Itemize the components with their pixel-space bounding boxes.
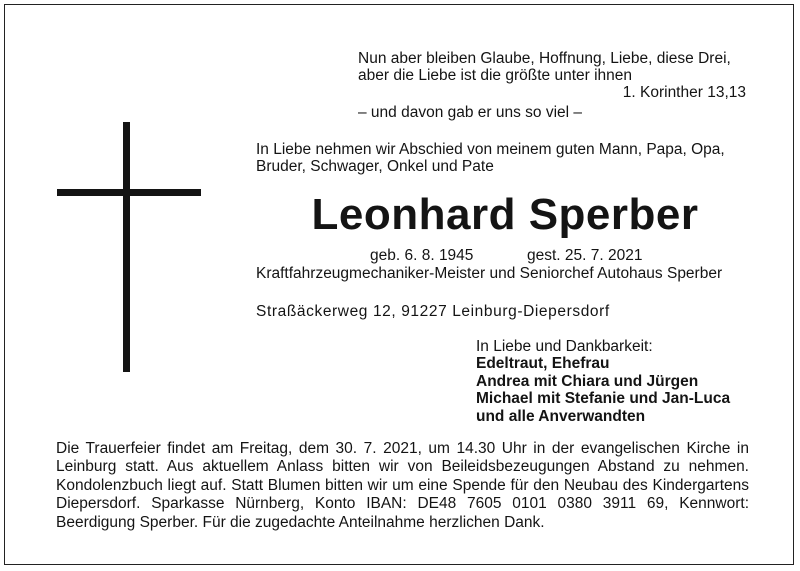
quote-line-1: Nun aber bleiben Glaube, Hoffnung, Liebe, diese Drei, <box>358 50 731 67</box>
funeral-information: Die Trauerfeier findet am Freitag, dem 30. 7. 2021, um 14.30 Uhr in der evangelischen Kirche in Leinburg statt. Aus aktuellem Anlass bitten wir von Beileidsbezeugungen Abstand zu nehmen. Kondolenzbuch liegt auf. Statt Blumen bitten wir um eine Spende für den Neubau des Kindergartens Diepersdorf. Sparkasse Nürnberg, Konto IBAN: DE48 7605 0101 0380 3911 69, Kennwort: Beerdigung Sperber. Für die zugedachte Anteilnahme herzlichen Dank. <box>56 440 749 531</box>
mourner-name: Michael mit Stefanie und Jan-Luca <box>476 390 731 407</box>
cross-icon <box>57 122 201 372</box>
death-date: gest. 25. 7. 2021 <box>527 247 643 264</box>
intro-line-2: Bruder, Schwager, Onkel und Pate <box>256 158 494 175</box>
quote-line-2: aber die Liebe ist die größte unter ihnen <box>358 67 633 84</box>
mourner-name: und alle Anverwandten <box>476 408 646 425</box>
mourners-heading: In Liebe und Dankbarkeit: <box>476 338 653 355</box>
mourner-name: Edeltraut, Ehefrau <box>476 355 610 372</box>
deceased-name: Leonhard Sperber <box>311 190 699 239</box>
birth-date: geb. 6. 8. 1945 <box>370 247 474 264</box>
mourner-name: Andrea mit Chiara und Jürgen <box>476 373 699 390</box>
occupation: Kraftfahrzeugmechaniker-Meister und Seniorchef Autohaus Sperber <box>256 265 723 282</box>
address: Straßäckerweg 12, 91227 Leinburg-Diepersdorf <box>256 303 610 320</box>
quote-reference: 1. Korinther 13,13 <box>622 84 746 101</box>
intro-line-1: In Liebe nehmen wir Abschied von meinem guten Mann, Papa, Opa, <box>256 141 725 158</box>
quote-line-3: – und davon gab er uns so viel – <box>358 104 583 121</box>
